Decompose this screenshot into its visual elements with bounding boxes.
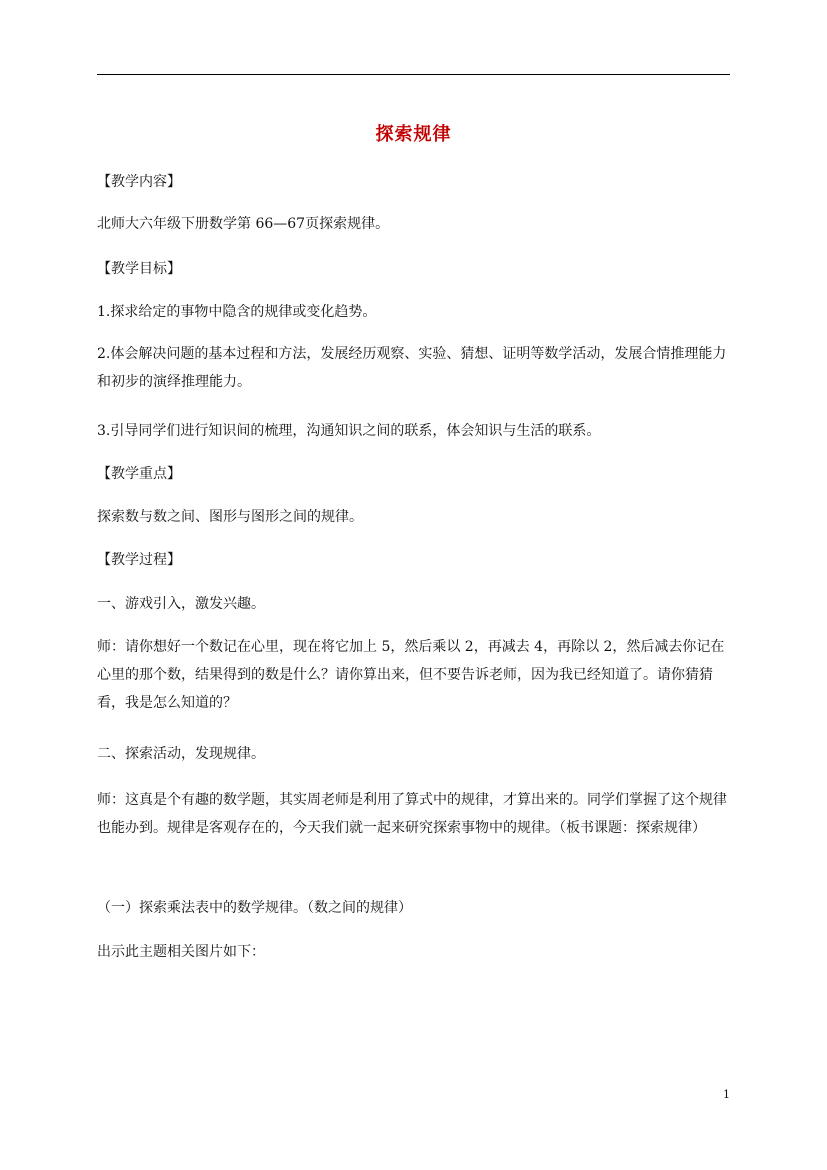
section-heading-process: 【教学过程】 xyxy=(97,552,181,568)
section-heading-content: 【教学内容】 xyxy=(97,174,181,190)
process-step-2-text: 师：这真是个有趣的数学题，其实周老师是利用了算式中的规律，才算出来的。同学们掌握了这个规律也能办到。规律是客观存在的，今天我们就一起来研究探索事物中的规律。（板书课题：探索规律） xyxy=(97,792,727,836)
section-heading-goals: 【教学目标】 xyxy=(97,261,181,277)
process-step-2-title: 二、探索活动，发现规律。 xyxy=(97,746,265,762)
process-step-1-title: 一、游戏引入，激发兴趣。 xyxy=(97,596,265,612)
process-sub-1-text: 出示此主题相关图片如下： xyxy=(97,944,265,960)
goal-item-2: 2.体会解决问题的基本过程和方法，发展经历观察、实验、猜想、证明等数学活动，发展合情推理能力和初步的演绎推理能力。 xyxy=(97,346,727,390)
focus-paragraph: 探索数与数之间、图形与图形之间的规律。 xyxy=(97,509,363,525)
document-title: 探索规律 xyxy=(375,124,452,145)
process-step-1-text: 师：请你想好一个数记在心里，现在将它加上 5，然后乘以 2，再减去 4，再除以 2，然后减去你记在心里的那个数，结果得到的数是什么？请你算出来，但不要告诉老师，因为我已经知道了。请你猜猜看，我是怎么知道的？ xyxy=(97,639,725,711)
process-sub-1-title: （一）探索乘法表中的数学规律。（数之间的规律） xyxy=(97,900,412,916)
content-paragraph: 北师大六年级下册数学第 66—67页探索规律。 xyxy=(97,216,390,232)
section-heading-focus: 【教学重点】 xyxy=(97,466,181,482)
goal-item-3: 3.引导同学们进行知识间的梳理，沟通知识之间的联系，体会知识与生活的联系。 xyxy=(97,423,601,439)
page-number: 1 xyxy=(723,1088,730,1101)
header-rule xyxy=(97,74,730,75)
goal-item-1: 1.探求给定的事物中隐含的规律或变化趋势。 xyxy=(97,304,377,320)
